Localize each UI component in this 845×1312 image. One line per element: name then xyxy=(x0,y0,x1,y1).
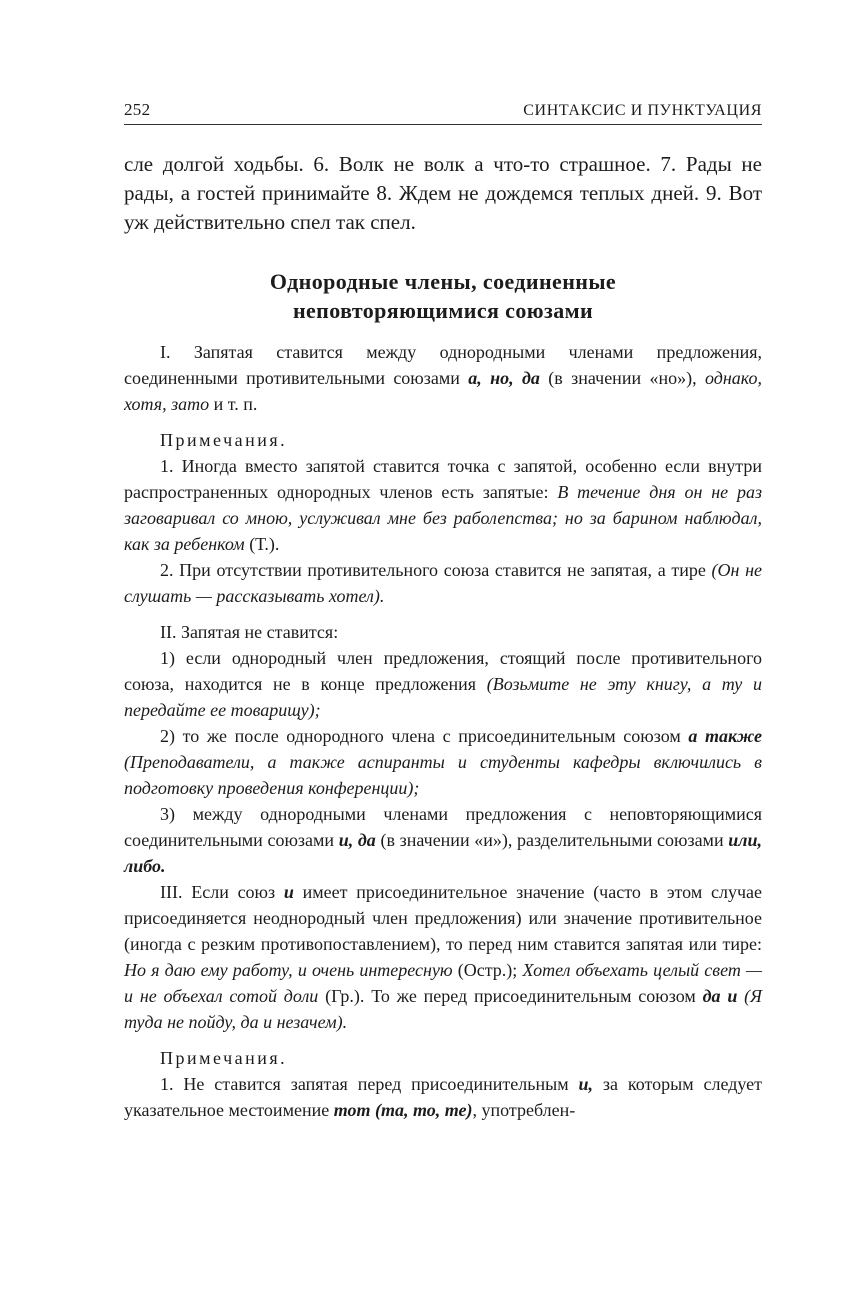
page-number: 252 xyxy=(124,100,151,119)
rule-3-text-b: имеет присоединительное значение (часто в этом случае присоединяется неоднородный член предложения) или значение противительное (иногда с резким противопоставлением), то перед ним ставится запятая или тире: xyxy=(124,882,762,954)
rule-1-text-b: (в значении «но»), xyxy=(539,368,705,388)
rule-3-example-3: (Я туда не пойду, да и незачем). xyxy=(124,986,762,1032)
rule-2-heading: II. Запятая не ставится: xyxy=(160,622,339,642)
rule-1-text-c: и т. п. xyxy=(209,394,258,414)
rule-2-item-2-conjunction: а также xyxy=(688,726,763,746)
rule-2-item-1 xyxy=(124,645,762,723)
note-1-2 xyxy=(124,557,762,609)
section-title-line2: неповторяющимися союзами xyxy=(292,298,594,323)
note-2-1-text-b: за которым следует указательное местоимение xyxy=(124,1074,762,1120)
rule-2-item-3-text-b: (в значении «и»), разделительными союзами xyxy=(375,830,729,850)
page-header xyxy=(124,100,762,125)
rule-2-item-1-text: 1) если однородный член предложения, стоящий после противительного союза, находится не в конце предложения xyxy=(124,648,762,694)
notes-2-heading: Примечания. xyxy=(160,1048,288,1068)
rule-3-source-2: (Гр.). То же перед присоединительным союзом xyxy=(318,986,703,1006)
section-title xyxy=(124,267,762,325)
book-page xyxy=(124,100,762,1123)
rule-2-item-2-text: 2) то же после однородного члена с присоединительным союзом xyxy=(160,726,689,746)
note-1-1 xyxy=(124,453,762,557)
note-1-1-source: (Т.). xyxy=(244,534,280,554)
rule-1-italic-conjunctions: однако, хотя, зато xyxy=(124,368,762,414)
note-1-2-text: 2. При отсутствии противительного союза ставится не запятая, а тире xyxy=(160,560,712,580)
note-2-1-text-c: , употреблен- xyxy=(472,1100,576,1120)
rule-1 xyxy=(124,339,762,417)
note-1-2-example: (Он не слушать — рассказывать хотел). xyxy=(124,560,763,606)
rule-3-example-2: Хотел объехать целый свет — и не объехал сотой доли xyxy=(124,960,762,1006)
rule-2-item-3-text-a: 3) между однородными членами предложения с неповторяющимися соединительными союзами xyxy=(124,804,762,850)
note-2-1-pronoun: тот (та, то, те) xyxy=(333,1100,473,1120)
rule-3-conjunction-da-i: да и xyxy=(702,986,738,1006)
rule-2-item-3 xyxy=(124,801,762,879)
rule-3 xyxy=(124,879,762,1035)
rule-3-example-1: Но я даю ему работу, и очень интересную xyxy=(124,960,453,980)
rule-3-text-a: III. Если союз xyxy=(160,882,284,902)
intro-paragraph: сле долгой ходьбы. 6. Волк не волк а что-то страшное. 7. Рады не рады, а гостей принимайте 8. Ждем не дождемся теплых дней. 9. Вот уж действительно спел так спел. xyxy=(124,152,762,234)
rule-2-item-2-example: (Преподаватели, а также аспиранты и студенты кафедры включились в подготовку проведения конференции); xyxy=(124,752,762,798)
note-1-1-text: 1. Иногда вместо запятой ставится точка с запятой, особенно если внутри распространенных однородных членов есть запятые: xyxy=(124,456,762,502)
section-title-line1: Однородные члены, соединенные xyxy=(269,269,617,294)
rule-1-text: I. Запятая ставится между однородными членами предложения, соединенными противительными союзами xyxy=(124,342,762,388)
rule-3-source-1: (Остр.); xyxy=(452,960,523,980)
rule-2-item-2 xyxy=(124,723,762,801)
note-1-1-example: В течение дня он не раз заговаривал со мною, услуживал мне без раболепства; но за барином наблюдал, как за ребенком xyxy=(124,482,762,554)
rule-2-item-1-example: (Возьмите не эту книгу, а ту и передайте ее товарищу); xyxy=(124,674,762,720)
rule-2-item-3-conjunction-b: или, либо. xyxy=(124,830,763,876)
note-2-1-text-a: 1. Не ставится запятая перед присоединительным xyxy=(160,1074,579,1094)
notes-1-heading: Примечания. xyxy=(160,430,288,450)
note-2-1 xyxy=(124,1071,762,1123)
rule-1-conjunctions: а, но, да xyxy=(468,368,540,388)
running-title: СИНТАКСИС И ПУНКТУАЦИЯ xyxy=(523,102,762,119)
rule-2-item-3-conjunction-a: и, да xyxy=(338,830,376,850)
rule-3-conjunction: и xyxy=(283,882,294,902)
note-2-1-conjunction: и, xyxy=(578,1074,594,1094)
